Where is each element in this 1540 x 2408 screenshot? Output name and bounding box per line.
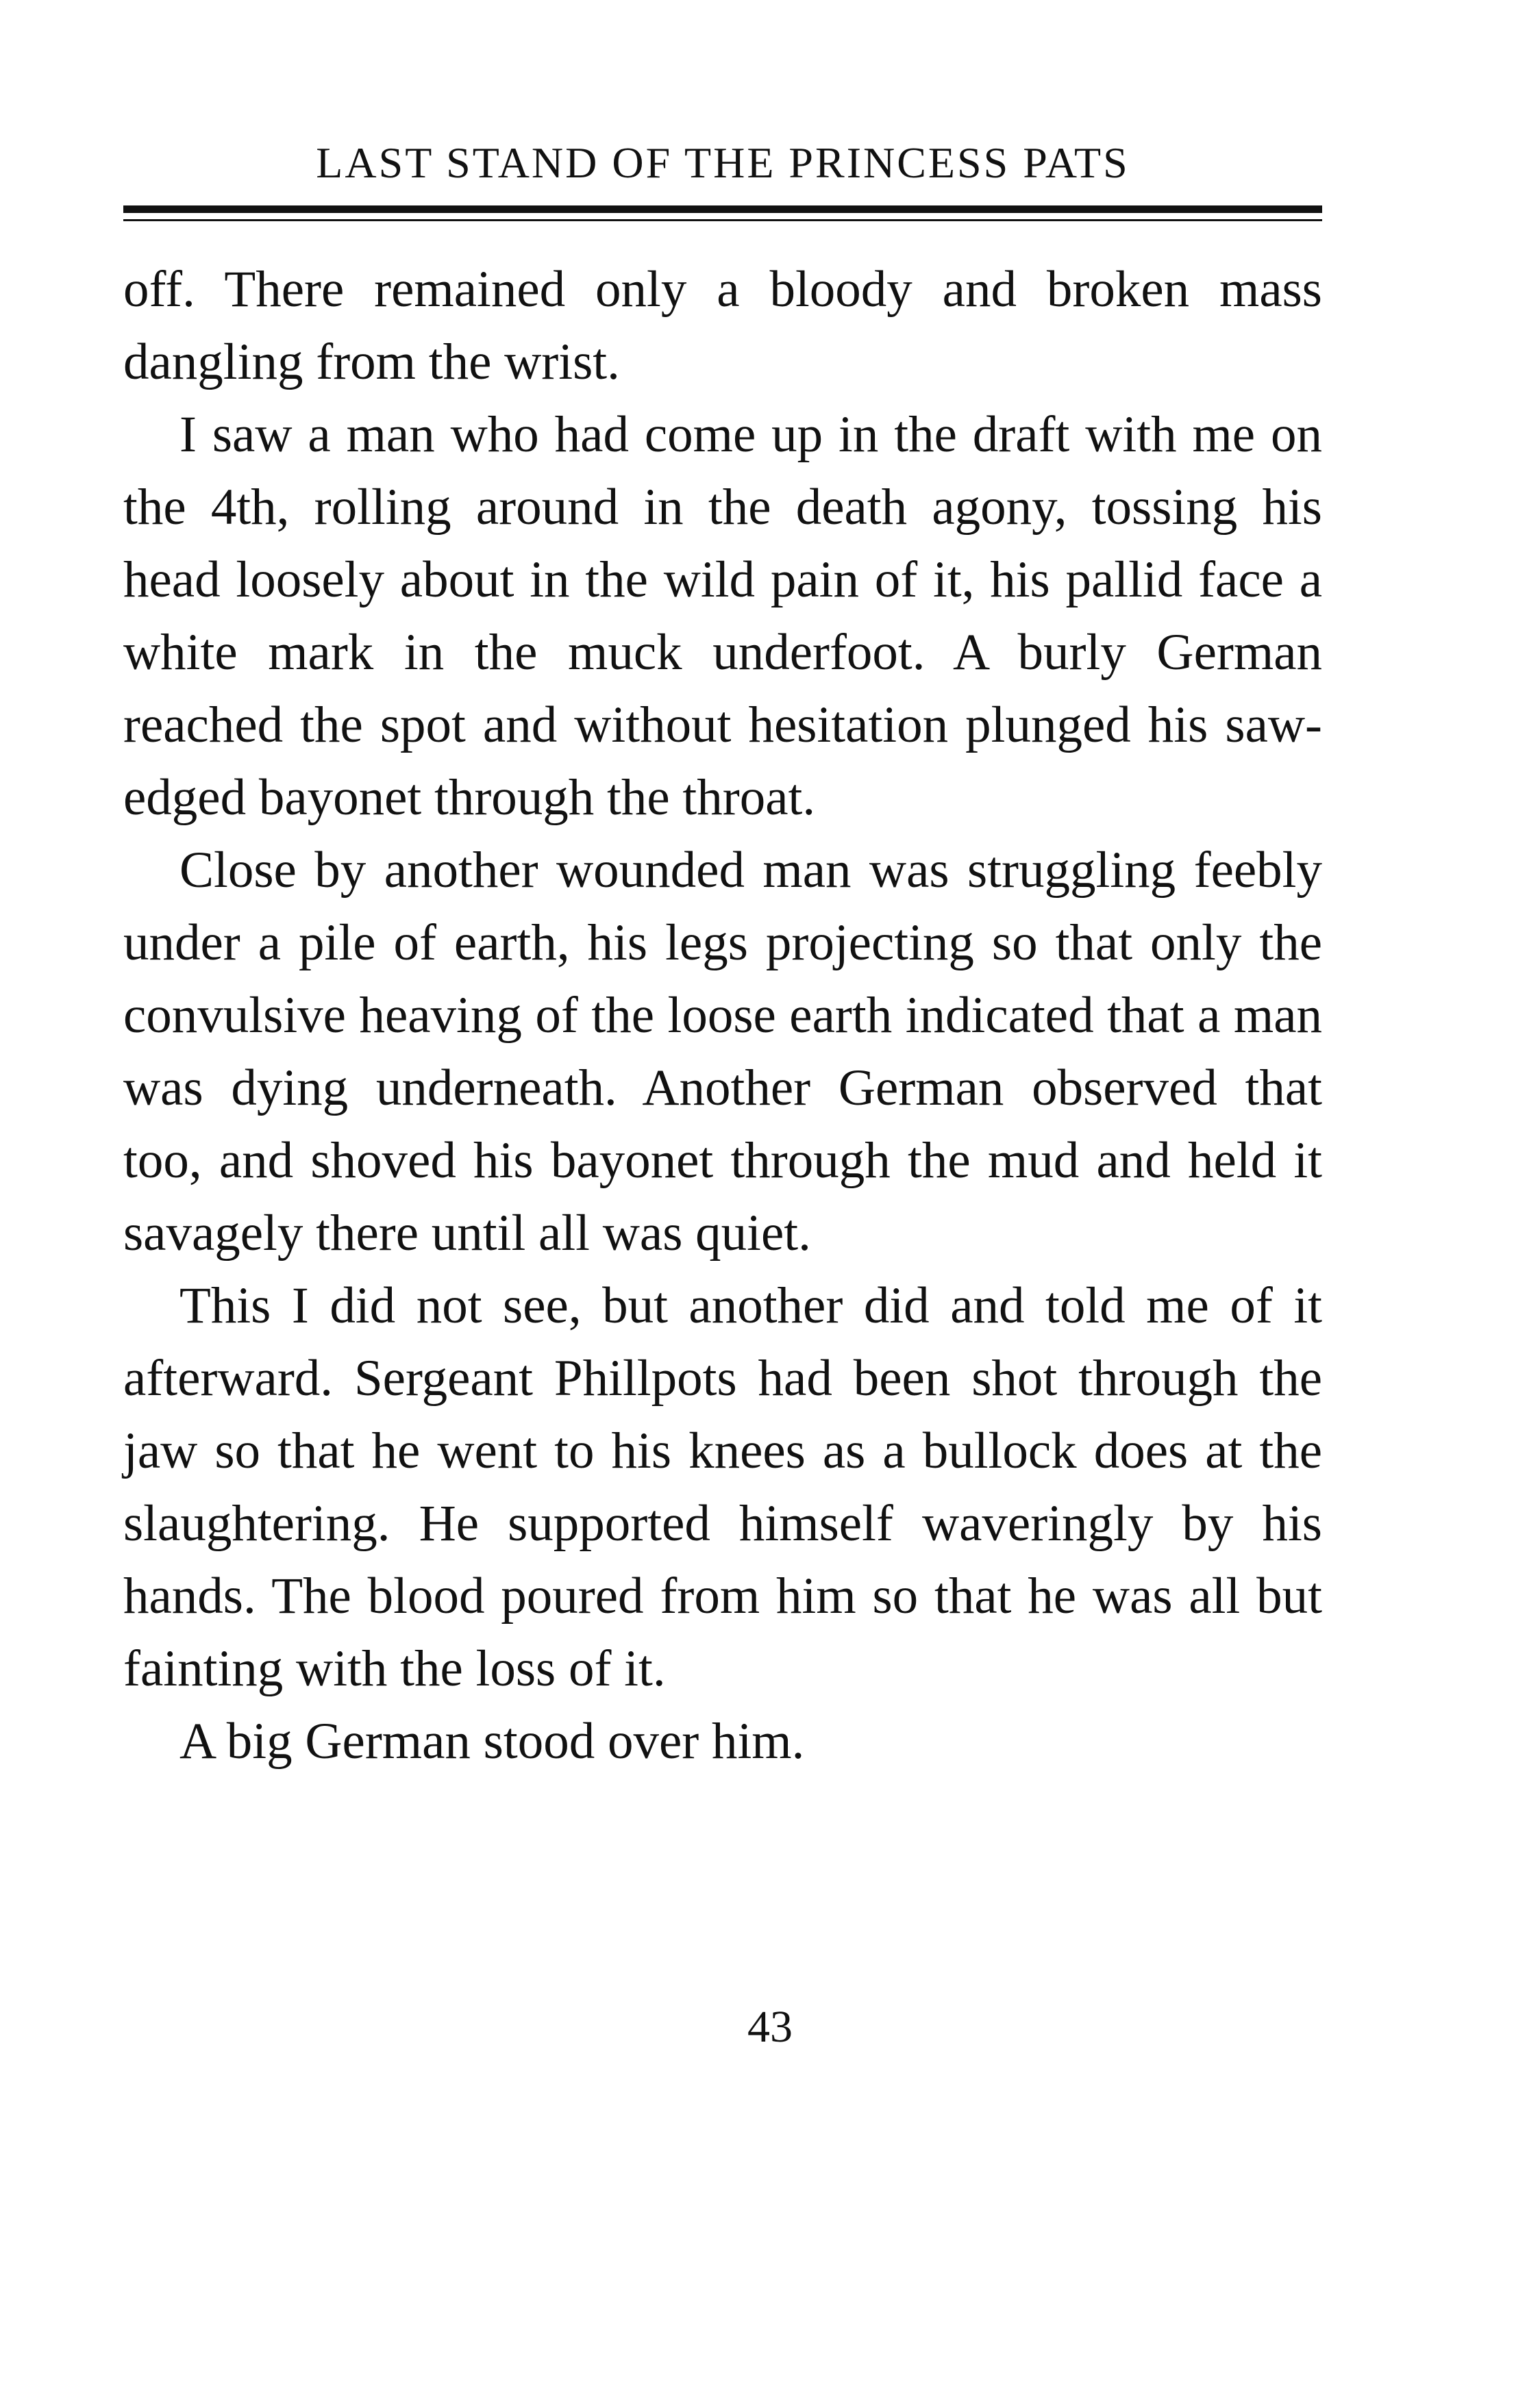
page-number: 43 (747, 2002, 793, 2052)
paragraph: A big German stood over him. (179, 1713, 805, 1770)
header-rule-thick (123, 205, 1322, 213)
paragraph: I saw a man who had come up in the draft with me on the 4th, rolling around in the death agony, tossing his head loosely about in the wild pain of it, his pallid face a white mark in the muck underfoot. A burly German reached the spot and without hesitation plunged his saw-edged bayonet through the throat. (123, 406, 1322, 826)
running-head: LAST STAND OF THE PRINCESS PATS (316, 138, 1130, 187)
body-text (123, 253, 1322, 1778)
paragraph: Close by another wounded man was struggling feebly under a pile of earth, his legs projecting so that only the convulsive heaving of the loose earth indicated that a man was dying underneath. Another German observed that too, and shoved his bayonet through the mud and held it savagely there until all was quiet. (123, 842, 1322, 1262)
paragraph-continued: off. There remained only a bloody and broken mass dangling from the wrist. (123, 261, 1322, 390)
paragraph: This I did not see, but another did and told me of it afterward. Sergeant Phillpots had been shot through the jaw so that he went to his knees as a bullock does at the slaughtering. He supported himself waveringly by his hands. The blood poured from him so that he was all but fainting with the loss of it. (123, 1277, 1322, 1697)
header-rule-thin (123, 219, 1322, 221)
